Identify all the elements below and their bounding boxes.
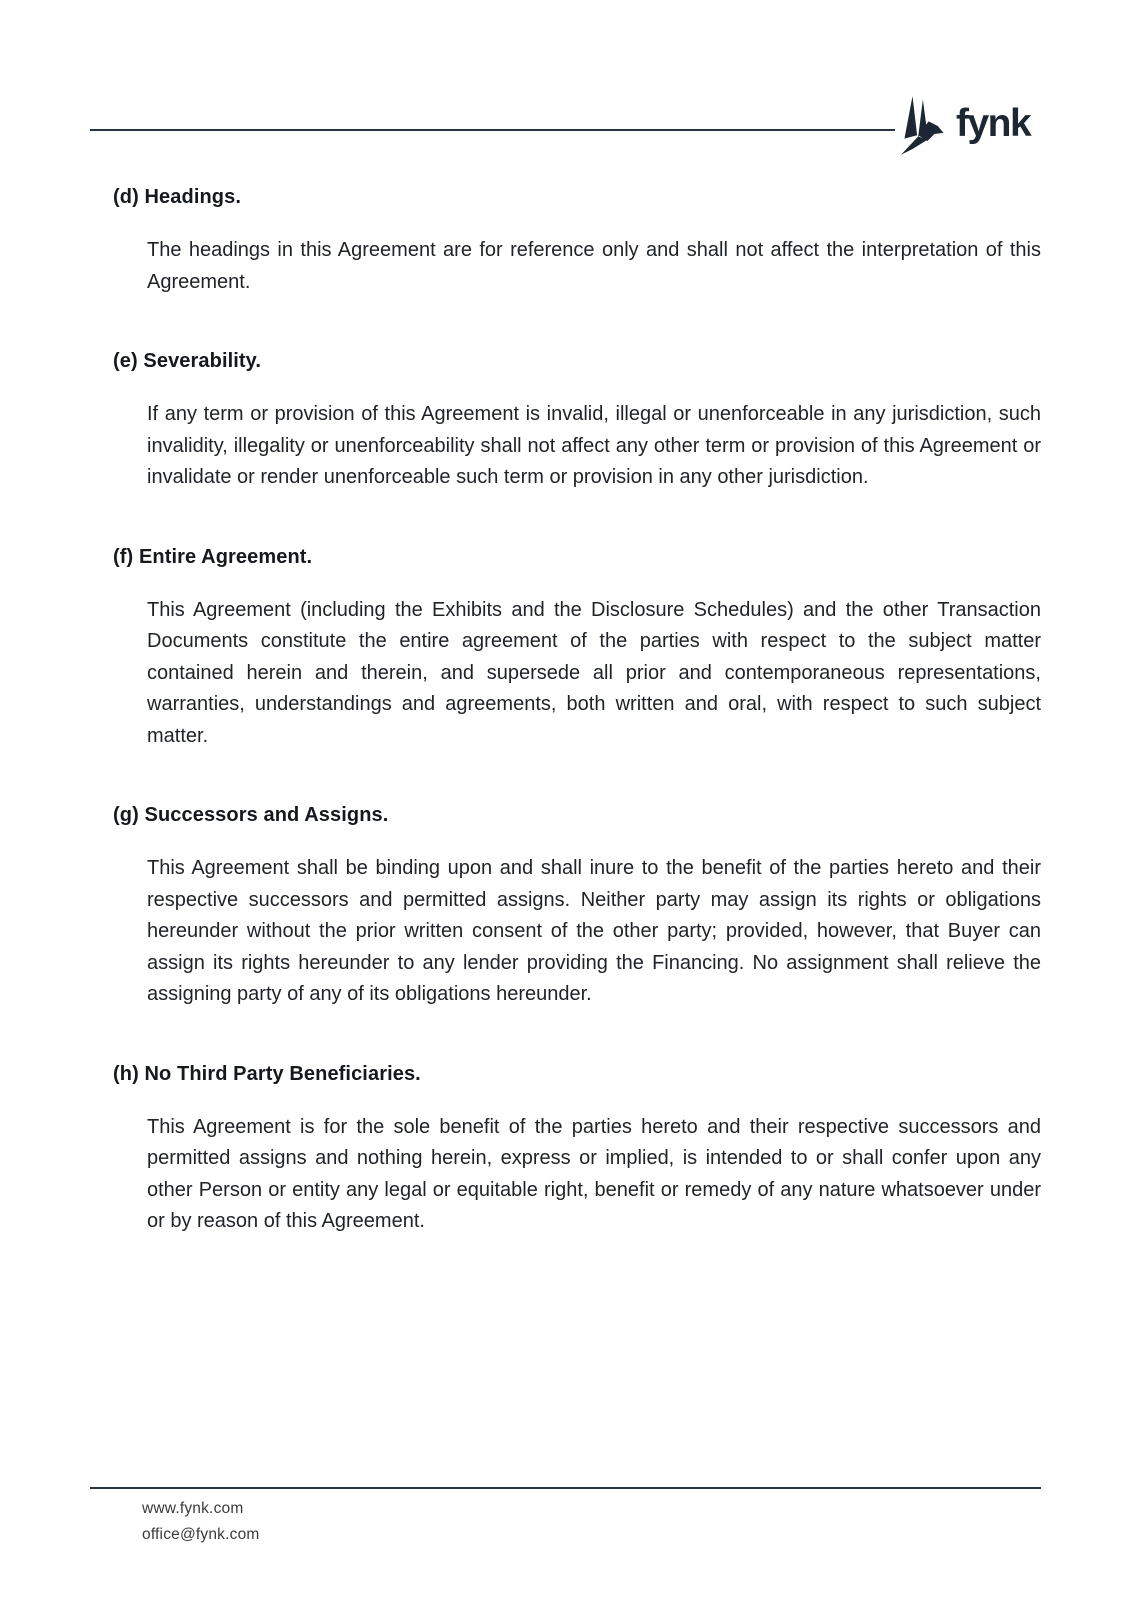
header-rule xyxy=(90,129,895,131)
brand-wordmark: fynk xyxy=(956,101,1031,145)
section-paragraph: This Agreement (including the Exhibits and the Disclosure Schedules) and the other Transaction Documents constitute the entire agreement of the parties with respect to the subject matter contained herein and therein, and supersede all prior and contemporaneous representations, warranties, understandings and agreements, both written and oral, with respect to such subject matter. xyxy=(147,598,1041,747)
section-label: (f) xyxy=(113,545,134,568)
section-paragraph: If any term or provision of this Agreement is invalid, illegal or unenforceable in any jurisdiction, such invalidity, illegality or unenforceability shall not affect any other term or provision of this Agreement or invalidate or render unenforceable such term or provision in any other jurisdiction. xyxy=(147,403,1041,488)
section-no-third-party-beneficiaries xyxy=(113,1063,1043,1238)
section-label: (g) xyxy=(113,804,139,826)
agreement-body xyxy=(113,186,1043,1290)
section-title: Entire Agreement. xyxy=(138,545,313,568)
section-paragraph: This Agreement is for the sole benefit of the parties hereto and their respective successors and permitted assigns and nothing herein, express or implied, is intended to or shall confer upon any other Person or entity any legal or equitable right, benefit or remedy of any nature whatsoever under or by reason of this Agreement. xyxy=(147,1115,1041,1232)
fynk-logo xyxy=(901,94,1030,158)
section-label: (d) xyxy=(113,186,139,208)
section-heading xyxy=(113,1063,1043,1086)
section-title: Headings. xyxy=(144,186,241,208)
section-headings xyxy=(113,186,1043,298)
section-heading xyxy=(113,186,1043,209)
section-entire-agreement xyxy=(113,546,1043,753)
section-severability xyxy=(113,350,1043,494)
section-title: Severability. xyxy=(143,350,262,372)
section-paragraph: This Agreement shall be binding upon and shall inure to the benefit of the parties hereto and their respective successors and permitted assigns. Neither party may assign its rights or obligations hereunder without the prior written consent of the other party; provided, however, that Buyer can assign its rights hereunder to any lender providing the Financing. No assignment shall relieve the assigning party of any of its obligations hereunder. xyxy=(147,857,1041,1005)
section-heading xyxy=(113,546,1043,569)
section-successors-and-assigns xyxy=(113,804,1043,1011)
footer-rule xyxy=(90,1487,1041,1489)
origami-bird-icon xyxy=(901,94,947,158)
section-title: No Third Party Beneficiaries. xyxy=(144,1062,421,1085)
section-paragraph: The headings in this Agreement are for reference only and shall not affect the interpretation of this Agreement. xyxy=(147,239,1041,293)
section-label: (e) xyxy=(113,350,138,372)
footer-website: www.fynk.com xyxy=(142,1500,244,1517)
page-footer xyxy=(142,1496,260,1548)
section-heading xyxy=(113,804,1043,827)
section-label: (h) xyxy=(113,1062,139,1085)
section-title: Successors and Assigns. xyxy=(144,804,389,826)
section-heading xyxy=(113,350,1043,373)
footer-email: office@fynk.com xyxy=(142,1526,260,1543)
